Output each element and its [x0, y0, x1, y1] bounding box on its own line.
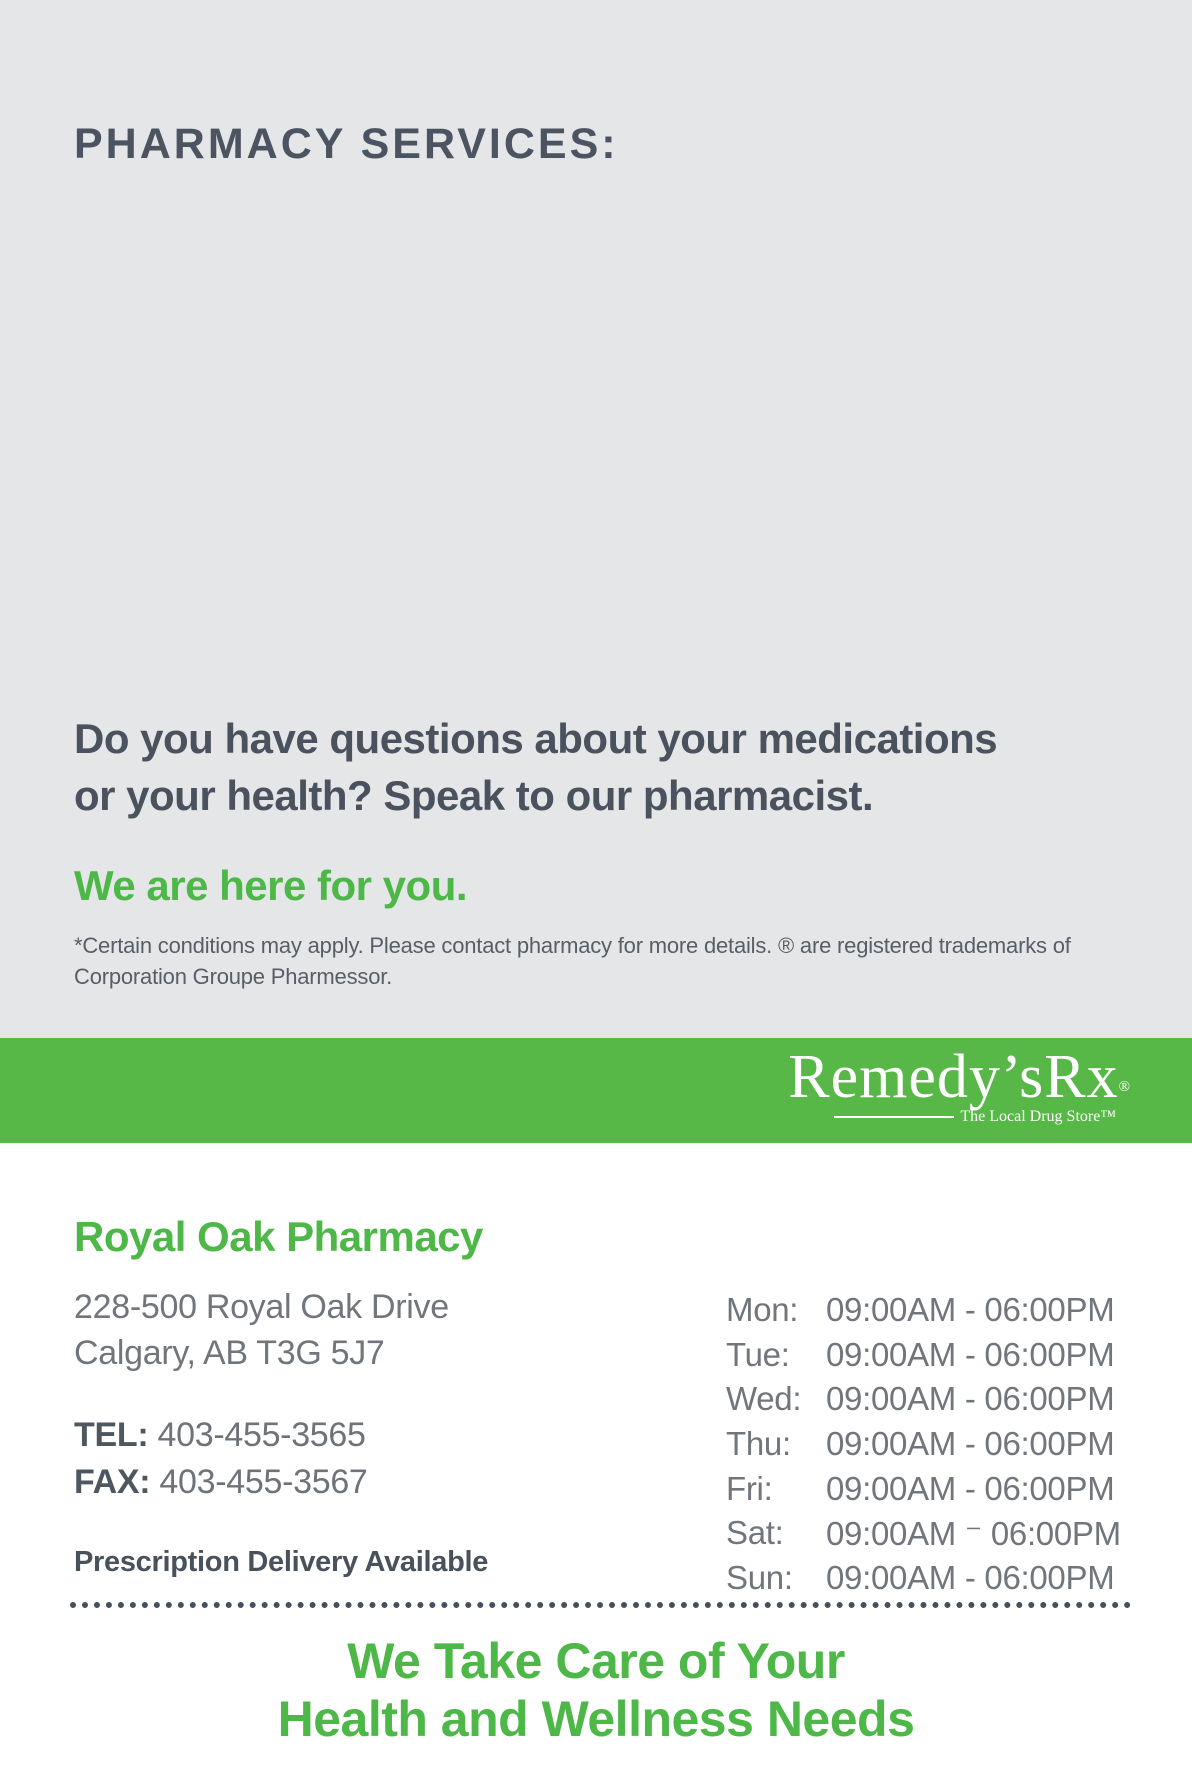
- dotted-divider: [70, 1602, 1131, 1608]
- tel-number: 403-455-3565: [157, 1416, 366, 1454]
- hours-row-fri: [726, 1466, 1121, 1511]
- day-label: Sat:: [726, 1514, 784, 1552]
- pharmacist-question-line2: or your health? Speak to our pharmacist.: [74, 772, 874, 819]
- day-label: Sun:: [726, 1558, 793, 1596]
- time-value: 09:00AM - 06:00PM: [826, 1558, 1115, 1596]
- phone-numbers: [74, 1412, 368, 1506]
- day-label: Tue:: [726, 1335, 790, 1373]
- time-value: 09:00AM - 06:00PM: [826, 1425, 1115, 1463]
- time-value: 09:00AM - 06:00PM: [826, 1469, 1115, 1507]
- brand-tagline: The Local Drug Store™: [960, 1108, 1116, 1125]
- pharmacist-question-line1: Do you have questions about your medications: [74, 715, 998, 762]
- tel-row: [74, 1412, 368, 1459]
- time-value: 09:00AM - 06:00PM: [826, 1335, 1115, 1373]
- remedysrx-logo: [690, 1044, 1130, 1126]
- here-for-you-tagline: We are here for you.: [74, 862, 468, 909]
- footer-headline: [0, 1632, 1192, 1748]
- disclaimer-line2: Corporation Groupe Pharmessor.: [74, 964, 393, 989]
- disclaimer-line1: *Certain conditions may apply. Please contact pharmacy for more details. ® are registered trademarks of: [74, 933, 1071, 958]
- time-value: 09:00AM ⁻ 06:00PM: [826, 1514, 1121, 1552]
- hours-row-mon: [726, 1288, 1121, 1333]
- pharmacy-address: [74, 1284, 449, 1376]
- address-line2: Calgary, AB T3G 5J7: [74, 1334, 385, 1372]
- registered-trademark-symbol: ®: [1118, 1079, 1130, 1095]
- day-label: Wed:: [726, 1380, 802, 1418]
- day-label: Thu:: [726, 1425, 791, 1463]
- hours-row-thu: [726, 1422, 1121, 1467]
- pharmacy-services-heading: PHARMACY SERVICES:: [74, 120, 619, 168]
- disclaimer-text: [74, 930, 1154, 992]
- hours-row-tue: [726, 1333, 1121, 1378]
- time-value: 09:00AM - 06:00PM: [826, 1380, 1115, 1418]
- tel-label: TEL:: [74, 1416, 149, 1454]
- fax-label: FAX:: [74, 1463, 151, 1501]
- footer-headline-line1: We Take Care of Your: [347, 1633, 845, 1689]
- delivery-note: Prescription Delivery Available: [74, 1546, 489, 1578]
- fax-row: [74, 1459, 368, 1506]
- day-label: Fri:: [726, 1469, 773, 1507]
- remedysrx-wordmark-text: Remedy’sRx: [788, 1043, 1119, 1111]
- logo-swash-line: [834, 1116, 954, 1118]
- store-hours-table: [726, 1288, 1121, 1600]
- time-value: 09:00AM - 06:00PM: [826, 1291, 1115, 1329]
- brand-banner: [0, 1038, 1192, 1143]
- hours-row-sun: [726, 1556, 1121, 1601]
- footer-headline-line2: Health and Wellness Needs: [277, 1691, 915, 1747]
- address-line1: 228-500 Royal Oak Drive: [74, 1288, 449, 1326]
- pharmacist-question: [74, 710, 997, 824]
- fax-number: 403-455-3567: [159, 1463, 368, 1501]
- day-label: Mon:: [726, 1291, 799, 1329]
- hours-row-wed: [726, 1377, 1121, 1422]
- hours-row-sat: [726, 1511, 1121, 1556]
- pharmacy-name: Royal Oak Pharmacy: [74, 1213, 483, 1260]
